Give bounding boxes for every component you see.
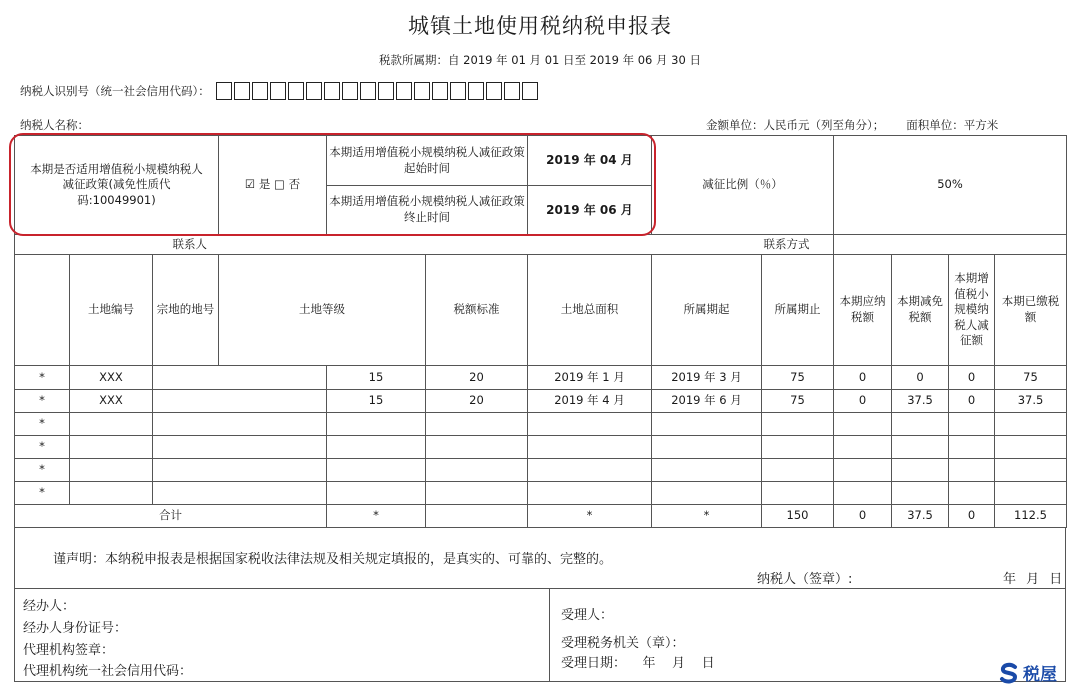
- cell-total-area[interactable]: 20: [426, 366, 528, 390]
- col-exempt: 本期减免税额: [892, 255, 949, 366]
- cell-due[interactable]: [995, 459, 1067, 482]
- table-row: [15, 366, 1067, 390]
- cell-period-start[interactable]: 2019 年 1 月: [528, 366, 652, 390]
- cell-period-start[interactable]: [528, 436, 652, 459]
- id-digit-box[interactable]: [216, 82, 232, 100]
- cell-tax-standard[interactable]: 15: [327, 366, 426, 390]
- cell-due[interactable]: [995, 413, 1067, 436]
- cell-payable[interactable]: [762, 413, 834, 436]
- cell-land-no[interactable]: *: [15, 482, 70, 505]
- cell-due[interactable]: [995, 436, 1067, 459]
- taxpayer-id-boxes[interactable]: [216, 82, 540, 100]
- cell-period-end[interactable]: [652, 482, 762, 505]
- cell-land-grade[interactable]: [153, 390, 327, 413]
- cell-exempt[interactable]: [834, 482, 892, 505]
- col-payable: 本期应纳税额: [834, 255, 892, 366]
- cell-tax-standard[interactable]: [327, 459, 426, 482]
- cell-payable[interactable]: [762, 436, 834, 459]
- id-digit-box[interactable]: [270, 82, 286, 100]
- cell-payable[interactable]: 75: [762, 390, 834, 413]
- contact-person-label: 联系人: [15, 235, 327, 255]
- units-line: [706, 117, 998, 133]
- cell-total-area[interactable]: [426, 459, 528, 482]
- cell-paid[interactable]: [949, 413, 995, 436]
- col-parcel-no: 宗地的地号: [153, 255, 219, 366]
- receiver-label: 受理人：: [561, 608, 614, 623]
- policy-end-label: 本期适用增值税小规模纳税人减征政策终止时间: [327, 186, 528, 235]
- total-due: 112.5: [995, 505, 1067, 528]
- contact-person-value[interactable]: [327, 235, 762, 255]
- total-reduction: 37.5: [892, 505, 949, 528]
- cell-land-no[interactable]: *: [15, 413, 70, 436]
- taxpayer-name-label: 纳税人名称：: [20, 118, 89, 132]
- cell-reduction[interactable]: [892, 436, 949, 459]
- col-total-area: 土地总面积: [528, 255, 652, 366]
- cell-parcel-no[interactable]: [70, 459, 153, 482]
- id-digit-box[interactable]: [324, 82, 340, 100]
- cell-reduction[interactable]: [892, 413, 949, 436]
- contact-row: [15, 235, 1067, 255]
- cell-due[interactable]: 75: [995, 366, 1067, 390]
- cell-total-area[interactable]: 20: [426, 390, 528, 413]
- policy-question: 本期是否适用增值税小规模纳税人减征政策(减免性质代码:10049901): [15, 136, 219, 235]
- cell-due[interactable]: [995, 482, 1067, 505]
- id-digit-box[interactable]: [342, 82, 358, 100]
- cell-reduction[interactable]: 0: [892, 366, 949, 390]
- cell-period-start[interactable]: [528, 413, 652, 436]
- total-tax-standard: *: [327, 505, 426, 528]
- taxpayer-signature-label: 纳税人（签章）:: [757, 572, 853, 587]
- contact-method-label: 联系方式: [762, 235, 834, 255]
- cell-period-start[interactable]: [528, 459, 652, 482]
- id-digit-box[interactable]: [432, 82, 448, 100]
- policy-row-start: [15, 136, 1067, 186]
- receiving-tax-office-label: 受理税务机关（章）：: [561, 636, 685, 651]
- cell-period-start[interactable]: [528, 482, 652, 505]
- cell-paid[interactable]: [949, 482, 995, 505]
- reduction-ratio-value: 50%: [834, 136, 1067, 235]
- cell-total-area[interactable]: [426, 413, 528, 436]
- table-row: [15, 459, 1067, 482]
- shuiwu-logo: [998, 660, 1057, 685]
- signature-date: 年 月 日: [1003, 572, 1063, 587]
- reduction-ratio-label: 减征比例（％）: [652, 136, 834, 235]
- cell-land-grade[interactable]: [153, 459, 327, 482]
- cell-exempt[interactable]: [834, 436, 892, 459]
- cell-land-no[interactable]: *: [15, 459, 70, 482]
- agency-credit-code-label: 代理机构统一社会信用代码：: [23, 664, 193, 679]
- cell-due[interactable]: 37.5: [995, 390, 1067, 413]
- declaration-section: [14, 528, 1066, 589]
- col-period-start: 所属期起: [652, 255, 762, 366]
- table-row: [15, 482, 1067, 505]
- col-period-end: 所属期止: [762, 255, 834, 366]
- logo-text: 税屋: [1023, 665, 1057, 685]
- cell-land-no[interactable]: *: [15, 436, 70, 459]
- cell-reduction[interactable]: 37.5: [892, 390, 949, 413]
- taxpayer-id-label: 纳税人识别号（统一社会信用代码）：: [20, 84, 210, 98]
- table-row: [15, 413, 1067, 436]
- cell-exempt[interactable]: [834, 459, 892, 482]
- id-digit-box[interactable]: [450, 82, 466, 100]
- cell-tax-standard[interactable]: [327, 436, 426, 459]
- cell-paid[interactable]: 0: [949, 390, 995, 413]
- table-row: [15, 390, 1067, 413]
- area-unit: 面积单位：平方米: [906, 118, 999, 132]
- cell-payable[interactable]: [762, 482, 834, 505]
- policy-end-value: 2019 年 06 月: [528, 186, 652, 235]
- cell-exempt[interactable]: 0: [834, 366, 892, 390]
- cell-tax-standard[interactable]: [327, 482, 426, 505]
- amount-unit: 金额单位：人民币元（列至角分）；: [706, 118, 885, 132]
- receive-date-label: 受理日期： 年 月 日: [561, 656, 715, 671]
- cell-payable[interactable]: 75: [762, 366, 834, 390]
- cell-period-end[interactable]: [652, 436, 762, 459]
- cell-exempt[interactable]: 0: [834, 390, 892, 413]
- total-period-start: *: [528, 505, 652, 528]
- cell-parcel-no[interactable]: XXX: [70, 366, 153, 390]
- cell-period-end[interactable]: [652, 413, 762, 436]
- id-digit-box[interactable]: [252, 82, 268, 100]
- cell-land-grade[interactable]: [153, 436, 327, 459]
- cell-period-end[interactable]: 2019 年 6 月: [652, 390, 762, 413]
- contact-method-value[interactable]: [834, 235, 1067, 255]
- total-period-end: *: [652, 505, 762, 528]
- id-digit-box[interactable]: [288, 82, 304, 100]
- id-digit-box[interactable]: [396, 82, 412, 100]
- cell-paid[interactable]: 0: [949, 366, 995, 390]
- handler-id-label: 经办人身份证号：: [23, 621, 128, 636]
- cell-land-grade[interactable]: [153, 482, 327, 505]
- cell-tax-standard[interactable]: [327, 413, 426, 436]
- footer-divider: [549, 589, 550, 681]
- id-digit-box[interactable]: [234, 82, 250, 100]
- total-paid: 0: [949, 505, 995, 528]
- logo-s-icon: [998, 662, 1020, 684]
- policy-choice[interactable]: ☑ 是 □ 否: [219, 136, 327, 235]
- id-digit-box[interactable]: [522, 82, 538, 100]
- table-row: [15, 436, 1067, 459]
- cell-period-start[interactable]: 2019 年 4 月: [528, 390, 652, 413]
- cell-paid[interactable]: [949, 459, 995, 482]
- cell-reduction[interactable]: [892, 459, 949, 482]
- cell-parcel-no[interactable]: [70, 413, 153, 436]
- taxpayer-id-row: [20, 82, 540, 100]
- tax-return-table: [14, 135, 1067, 528]
- col-land-no: 土地编号: [70, 255, 153, 366]
- cell-payable[interactable]: [762, 459, 834, 482]
- col-paid: 本期已缴税额: [995, 255, 1067, 366]
- column-header-row: [15, 255, 1067, 366]
- total-row: [15, 505, 1067, 528]
- agency-seal-label: 代理机构签章：: [23, 643, 115, 658]
- total-area: [426, 505, 528, 528]
- cell-parcel-no[interactable]: [70, 436, 153, 459]
- id-digit-box[interactable]: [504, 82, 520, 100]
- cell-total-area[interactable]: [426, 436, 528, 459]
- cell-land-no[interactable]: *: [15, 366, 70, 390]
- form-title: 城镇土地使用税纳税申报表: [408, 14, 672, 38]
- cell-paid[interactable]: [949, 436, 995, 459]
- policy-start-label: 本期适用增值税小规模纳税人减征政策起始时间: [327, 136, 528, 186]
- col-reduction: 本期增值税小规模纳税人减征额: [949, 255, 995, 366]
- id-digit-box[interactable]: [414, 82, 430, 100]
- col-tax-standard: 税额标准: [426, 255, 528, 366]
- tax-period: 税款所属期：自 2019 年 01 月 01 日至 2019 年 06 月 30 日: [379, 53, 701, 67]
- policy-start-value: 2019 年 04 月: [528, 136, 652, 186]
- id-digit-box[interactable]: [306, 82, 322, 100]
- cell-parcel-no[interactable]: [70, 482, 153, 505]
- cell-tax-standard[interactable]: 15: [327, 390, 426, 413]
- id-digit-box[interactable]: [468, 82, 484, 100]
- cell-parcel-no[interactable]: XXX: [70, 390, 153, 413]
- cell-reduction[interactable]: [892, 482, 949, 505]
- col-land-grade: 土地等级: [219, 255, 426, 366]
- cell-period-end[interactable]: [652, 459, 762, 482]
- total-payable: 150: [762, 505, 834, 528]
- cell-total-area[interactable]: [426, 482, 528, 505]
- id-digit-box[interactable]: [486, 82, 502, 100]
- id-digit-box[interactable]: [378, 82, 394, 100]
- id-digit-box[interactable]: [360, 82, 376, 100]
- cell-land-grade[interactable]: [153, 413, 327, 436]
- total-exempt: 0: [834, 505, 892, 528]
- cell-exempt[interactable]: [834, 413, 892, 436]
- cell-period-end[interactable]: 2019 年 3 月: [652, 366, 762, 390]
- cell-land-grade[interactable]: [153, 366, 327, 390]
- total-label: 合计: [15, 505, 327, 528]
- handler-label: 经办人：: [23, 599, 76, 614]
- declaration-text: 谨声明：本纳税申报表是根据国家税收法律法规及相关规定填报的，是真实的、可靠的、完整的。: [53, 552, 613, 567]
- cell-land-no[interactable]: *: [15, 390, 70, 413]
- handler-section: [14, 589, 1066, 682]
- blank-side-cell: [15, 255, 70, 366]
